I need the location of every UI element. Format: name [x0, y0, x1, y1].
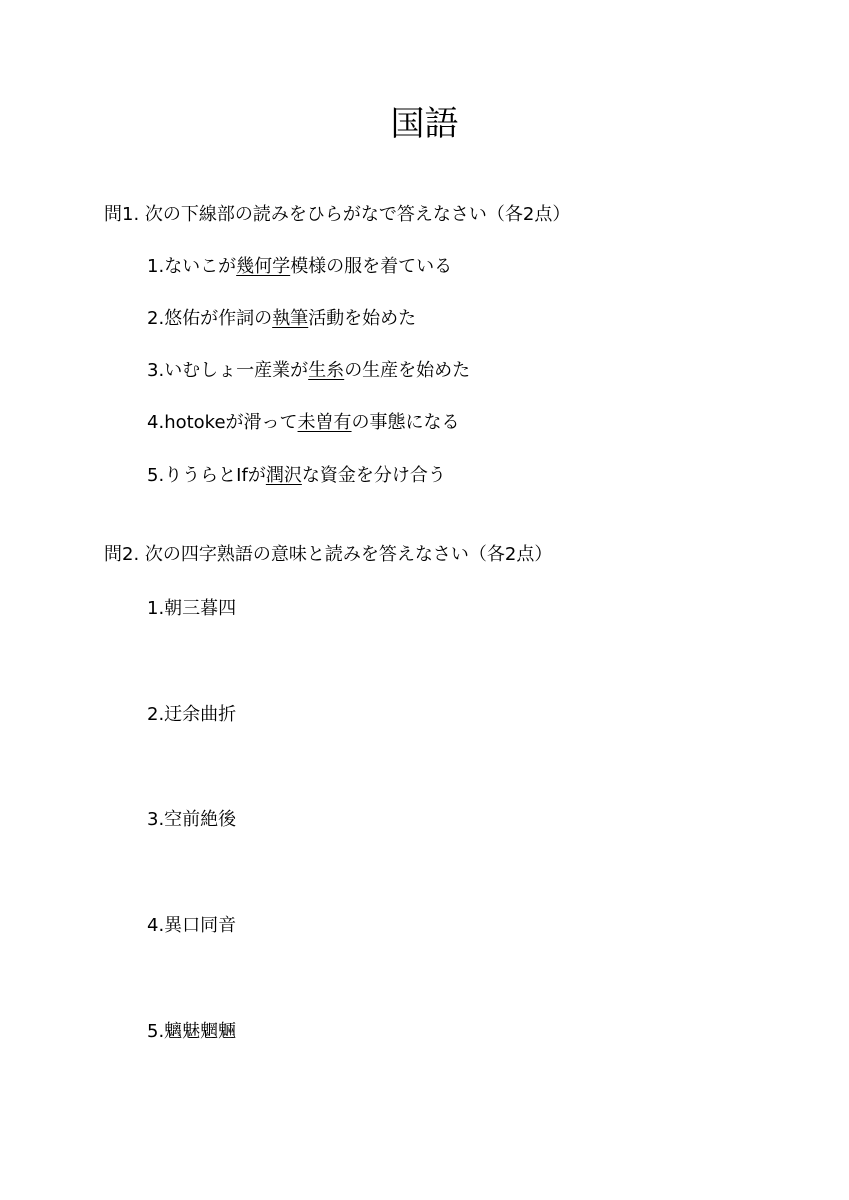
underlined-word: 潤沢 [265, 465, 302, 486]
question-1-item-5 [147, 464, 446, 488]
question-1-item-4 [147, 411, 460, 435]
item-number: 2. [147, 308, 165, 329]
item-text-after: 模様の服を着ている [290, 256, 453, 277]
item-text-after: 活動を始めた [308, 308, 417, 329]
underlined-word: 生糸 [308, 360, 345, 381]
item-text-before: hotokeが滑って [164, 412, 298, 433]
question-2-item-3: 3.空前絶後 [147, 809, 237, 830]
underlined-word: 幾何学 [236, 256, 291, 277]
underlined-word: 執筆 [272, 308, 309, 329]
item-text-before: 悠佑が作詞の [164, 308, 273, 329]
question-2-item-4: 4.異口同音 [147, 915, 237, 936]
question-1-item-2 [147, 307, 416, 331]
item-number: 1. [147, 256, 165, 277]
question-2-item-2: 2.迂余曲折 [147, 704, 237, 725]
item-text-before: いむしょ一産業が [164, 360, 309, 381]
question-1-item-1 [147, 255, 452, 279]
item-number: 3. [147, 360, 165, 381]
item-text-after: の生産を始めた [344, 360, 471, 381]
question-1-item-3 [147, 359, 470, 383]
item-text-after: な資金を分け合う [301, 465, 446, 486]
item-number: 5. [147, 465, 165, 486]
question-2-item-5: 5.魑魅魍魎 [147, 1021, 237, 1042]
question-2-heading: 問2. 次の四字熟語の意味と読みを答えなさい（各2点） [104, 544, 553, 565]
question-2-item-1: 1.朝三暮四 [147, 598, 237, 619]
item-text-after: の事態になる [351, 412, 460, 433]
page-title: 国語 [390, 104, 459, 144]
item-number: 4. [147, 412, 165, 433]
item-text-before: りうらとIfが [164, 465, 266, 486]
question-1-heading: 問1. 次の下線部の読みをひらがなで答えなさい（各2点） [104, 204, 571, 225]
item-text-before: ないこが [164, 256, 237, 277]
underlined-word: 未曽有 [297, 412, 352, 433]
